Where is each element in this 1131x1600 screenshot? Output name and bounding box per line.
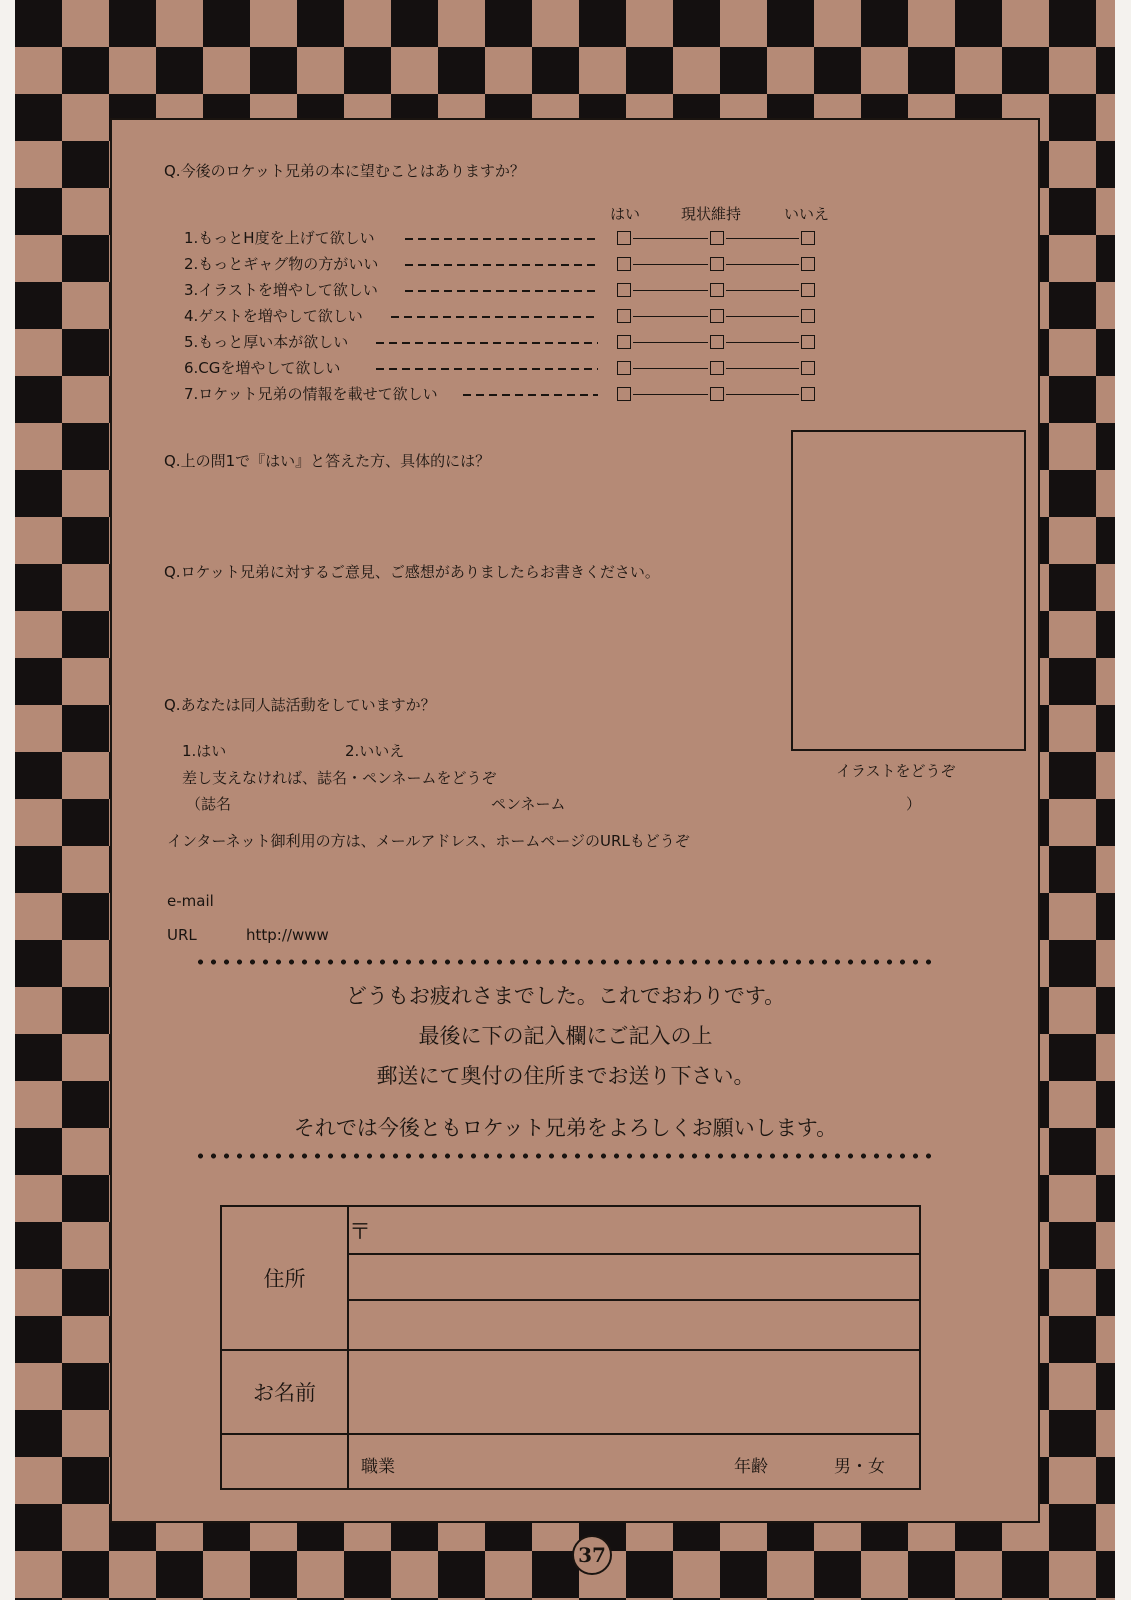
checkbox-yes[interactable]: [617, 335, 631, 349]
dash-leader: [391, 316, 599, 318]
question-2: Q.上の問1で『はい』と答えた方、具体的には？: [164, 452, 491, 470]
connector-line: [633, 342, 708, 343]
answer-no[interactable]: 2.いいえ: [345, 742, 405, 760]
illustration-box[interactable]: [791, 430, 1026, 751]
connector-line: [633, 394, 708, 395]
dash-leader: [376, 368, 598, 370]
question-1: Q.今後のロケット兄弟の本に望むことはありますか？: [164, 162, 525, 180]
postal-mark: 〒: [349, 1219, 372, 1245]
occupation-label: 職業: [361, 1457, 395, 1477]
connector-line: [726, 316, 799, 317]
answer-yes[interactable]: 1.はい: [182, 742, 227, 760]
address-form: [220, 1205, 921, 1490]
checkbox-keep[interactable]: [710, 231, 724, 245]
connector-line: [633, 238, 708, 239]
illustration-label: イラストをどうぞ: [836, 762, 956, 780]
checkbox-no[interactable]: [801, 283, 815, 297]
checkbox-yes[interactable]: [617, 309, 631, 323]
checkbox-yes[interactable]: [617, 387, 631, 401]
age-label: 年齢: [734, 1457, 768, 1477]
dash-leader: [376, 342, 598, 344]
connector-line: [633, 316, 708, 317]
checkbox-yes[interactable]: [617, 283, 631, 297]
question-1-item: 5.もっと厚い本が欲しい: [184, 333, 349, 351]
checkbox-no[interactable]: [801, 361, 815, 375]
connector-line: [633, 368, 708, 369]
message-line-2: 最後に下の記入欄にご記入の上: [418, 1024, 713, 1048]
dash-leader: [405, 264, 598, 266]
question-1-item: 4.ゲストを増やして欲しい: [184, 307, 363, 325]
dash-leader: [405, 238, 598, 240]
url-prefix: http://www: [246, 926, 329, 944]
connector-line: [726, 368, 799, 369]
checkbox-no[interactable]: [801, 231, 815, 245]
name-label: お名前: [221, 1350, 348, 1434]
question-1-item: 1.もっとH度を上げて欲しい: [184, 229, 375, 247]
message-line-3: 郵送にて奥付の住所までお送り下さい。: [376, 1064, 755, 1088]
url-label: URL: [167, 926, 197, 944]
checkbox-keep[interactable]: [710, 283, 724, 297]
checkbox-yes[interactable]: [617, 361, 631, 375]
checkbox-keep[interactable]: [710, 335, 724, 349]
dotted-separator-top: [194, 958, 934, 966]
dash-leader: [405, 290, 598, 292]
internet-prompt: インターネット御利用の方は、メールアドレス、ホームページのURLもどうぞ: [167, 832, 690, 850]
option-header-no: いいえ: [784, 205, 830, 223]
page-number: 37: [572, 1535, 612, 1575]
connector-line: [726, 290, 799, 291]
checkbox-no[interactable]: [801, 309, 815, 323]
email-label: e-mail: [167, 892, 214, 910]
question-3: Q.ロケット兄弟に対するご意見、ご感想がありましたらお書きください。: [164, 563, 660, 581]
checkbox-keep[interactable]: [710, 309, 724, 323]
occupation-row-label: [221, 1434, 348, 1489]
option-header-keep: 現状維持: [681, 205, 742, 223]
penname-prompt: 差し支えなければ、誌名・ペンネームをどうぞ: [182, 769, 497, 787]
checkbox-yes[interactable]: [617, 231, 631, 245]
checkbox-keep[interactable]: [710, 257, 724, 271]
connector-line: [726, 342, 799, 343]
question-1-item: 7.ロケット兄弟の情報を載せて欲しい: [184, 385, 438, 403]
checkbox-keep[interactable]: [710, 387, 724, 401]
connector-line: [726, 238, 799, 239]
option-header-yes: はい: [610, 205, 641, 223]
message-line-4: それでは今後ともロケット兄弟をよろしくお願いします。: [293, 1116, 838, 1140]
address-line-1-field[interactable]: [348, 1254, 920, 1300]
connector-line: [633, 290, 708, 291]
connector-line: [726, 394, 799, 395]
dotted-separator-bottom: [194, 1152, 934, 1160]
occupation-row[interactable]: [348, 1434, 920, 1489]
address-label: 住所: [221, 1206, 348, 1350]
address-line-2-field[interactable]: [348, 1300, 920, 1350]
checkbox-yes[interactable]: [617, 257, 631, 271]
dash-leader: [463, 394, 598, 396]
question-1-item: 2.もっとギャグ物の方がいい: [184, 255, 379, 273]
checkbox-no[interactable]: [801, 257, 815, 271]
question-1-item: 3.イラストを増やして欲しい: [184, 281, 378, 299]
connector-line: [726, 264, 799, 265]
penname-label: ペンネーム: [491, 795, 566, 813]
checkbox-no[interactable]: [801, 335, 815, 349]
name-field[interactable]: [348, 1350, 920, 1434]
gender-label[interactable]: 男・女: [834, 1457, 885, 1477]
magazine-name-label: （誌名: [186, 795, 232, 813]
message-line-1: どうもお疲れさまでした。これでおわりです。: [345, 984, 786, 1008]
checkbox-no[interactable]: [801, 387, 815, 401]
postal-code-field[interactable]: [348, 1206, 920, 1254]
question-1-item: 6.CGを増やして欲しい: [184, 359, 341, 377]
close-paren: ）: [906, 795, 922, 813]
connector-line: [633, 264, 708, 265]
checkbox-keep[interactable]: [710, 361, 724, 375]
question-4: Q.あなたは同人誌活動をしていますか？: [164, 696, 436, 714]
